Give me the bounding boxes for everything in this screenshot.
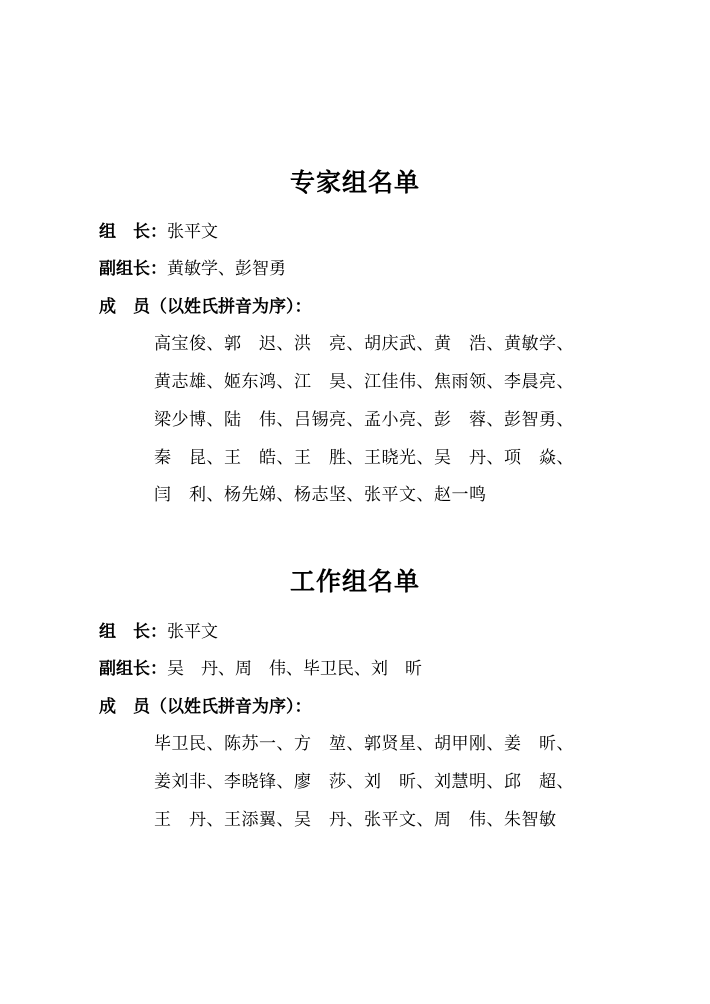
member-line: 秦 昆、王 皓、王 胜、王晓光、吴 丹、项 焱、	[154, 448, 574, 468]
work-leader-row	[99, 621, 218, 643]
work-leader-label: 组 长：	[99, 622, 167, 642]
expert-deputy-label: 副组长：	[99, 259, 167, 279]
member-line: 毕卫民、陈苏一、方 堃、郭贤星、胡甲刚、姜 昕、	[154, 734, 574, 754]
work-leader-value: 张平文	[167, 622, 218, 642]
member-line: 王 丹、王添翼、吴 丹、张平文、周 伟、朱智敏	[154, 810, 557, 830]
expert-members-label: 成 员（以姓氏拼音为序）：	[99, 297, 312, 317]
member-line: 黄志雄、姬东鸿、江 昊、江佳伟、焦雨领、李晨亮、	[154, 372, 574, 392]
work-members-row	[99, 696, 312, 718]
member-line: 梁少博、陆 伟、吕锡亮、孟小亮、彭 蓉、彭智勇、	[154, 410, 574, 430]
work-deputy-label: 副组长：	[99, 659, 167, 679]
expert-group-title: 专家组名单	[289, 168, 420, 197]
expert-leader-value: 张平文	[167, 222, 218, 242]
expert-deputy-row	[99, 258, 286, 280]
expert-deputy-value: 黄敏学、彭智勇	[167, 259, 286, 279]
work-deputy-value: 吴 丹、周 伟、毕卫民、刘 昕	[167, 659, 422, 679]
work-deputy-row	[99, 658, 422, 680]
expert-leader-label: 组 长：	[99, 222, 167, 242]
member-line: 姜刘非、李晓锋、廖 莎、刘 昕、刘慧明、邱 超、	[154, 772, 574, 792]
expert-members-row	[99, 296, 312, 318]
member-line: 闫 利、杨先娣、杨志坚、张平文、赵一鸣	[154, 485, 487, 505]
work-members-label: 成 员（以姓氏拼音为序）：	[99, 697, 312, 717]
expert-leader-row	[99, 221, 218, 243]
work-group-title: 工作组名单	[289, 567, 420, 596]
member-line: 高宝俊、郭 迟、洪 亮、胡庆武、黄 浩、黄敏学、	[154, 334, 574, 354]
